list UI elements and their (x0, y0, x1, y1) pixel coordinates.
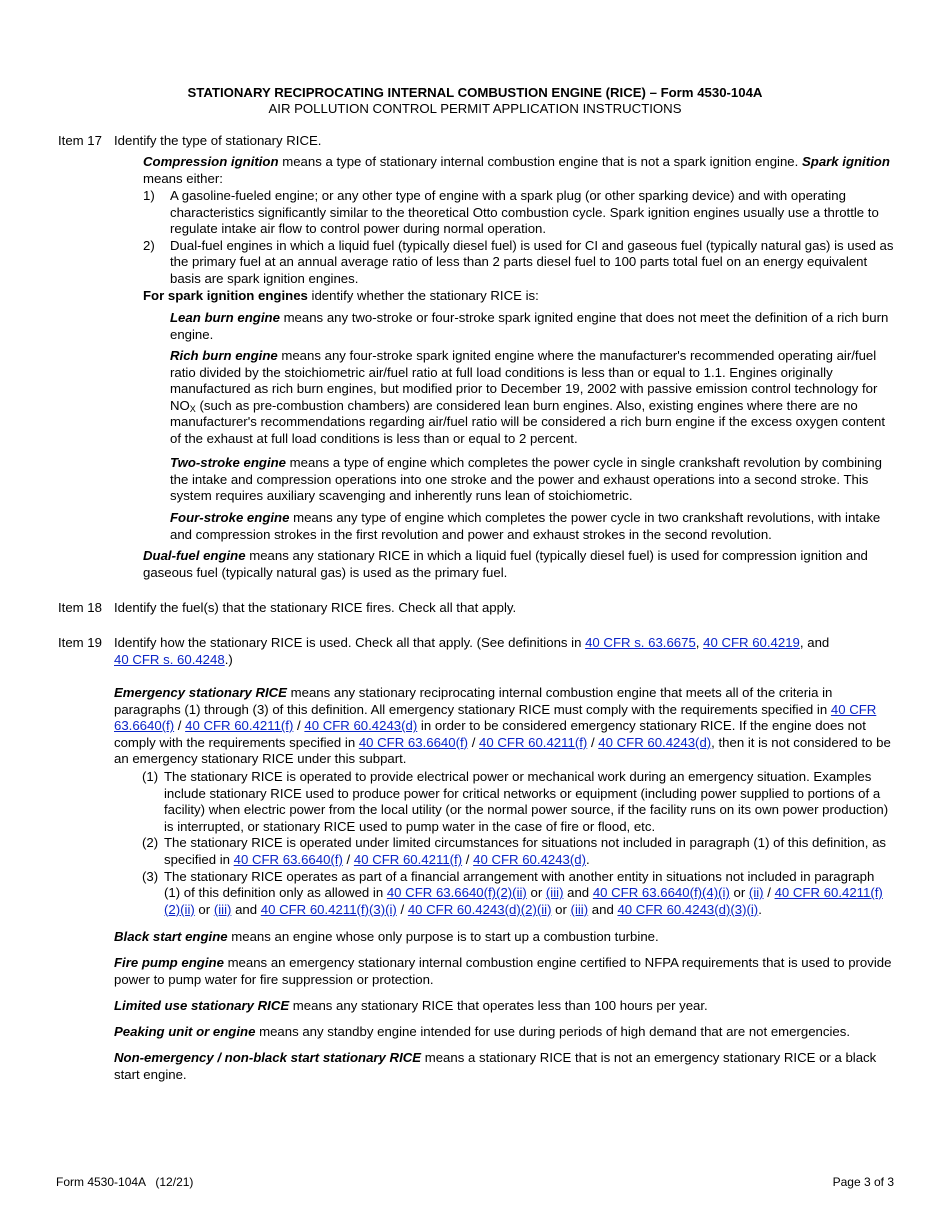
definition-text: means a type of stationary internal combustion engine that is not a spark ignition engine. (278, 154, 802, 169)
link-40cfr-63-6640f[interactable]: 40 CFR 63.6640(f) (358, 734, 469, 750)
item-19-label: Item 19 (58, 635, 102, 650)
item-17-label: Item 17 (58, 133, 102, 148)
list-item (143, 238, 895, 288)
non-emergency-definition (114, 1050, 894, 1083)
link-ii[interactable]: (ii) (748, 885, 764, 901)
link-40cfr-63-6640f4i[interactable]: 40 CFR 63.6640(f)(4)(i) (592, 885, 730, 901)
term-emergency-rice: Emergency stationary RICE (114, 685, 287, 700)
link-iii[interactable]: (iii) (570, 901, 589, 917)
emergency-rice-definition (114, 685, 894, 768)
definition-text: , then it is not considered to be an emergency stationary RICE under this subpart. (114, 734, 891, 767)
peaking-unit-definition (114, 1024, 904, 1041)
compression-ignition-definition (143, 154, 895, 187)
link-40cfr-60-4243d2ii[interactable]: 40 CFR 60.4243(d)(2)(ii) (407, 901, 552, 917)
sep: / (587, 734, 599, 750)
sep: / (396, 901, 408, 917)
definition-text: means any standby engine intended for use during periods of high demand that are not emergencies. (255, 1024, 850, 1039)
limited-use-definition (114, 998, 896, 1015)
sep: or (526, 885, 546, 901)
emergency-paragraph-list (142, 769, 894, 918)
list-number: 2) (143, 237, 155, 253)
link-iii[interactable]: (iii) (545, 885, 564, 901)
subscript-x: X (189, 403, 196, 414)
rich-burn-definition (170, 348, 895, 448)
term-compression-ignition: Compression ignition (143, 154, 279, 169)
p3-text: The stationary RICE operates as part of a financial arrangement with another entity in situations not included in paragraph (1) of this definition only as allowed in (164, 868, 875, 901)
definition-text: means a stationary RICE that is not an emergency stationary RICE or a black start engine. (114, 1050, 877, 1082)
definition-text: means any type of engine which completes the power cycle in two crankshaft revolutions, with intake and compression strokes in the first revolution and power and exhaust strokes in the second revolution. (170, 510, 881, 542)
link-40cfr-60-4243d[interactable]: 40 CFR 60.4243(d) (304, 718, 418, 734)
sep: and (563, 885, 593, 901)
term-non-emergency: Non-emergency / non-black start stationary RICE (114, 1050, 422, 1065)
footer-form-number: Form 4530-104A (12/21) (56, 1175, 194, 1189)
sep: / (462, 851, 474, 867)
item-18-label: Item 18 (58, 600, 102, 615)
term-two-stroke: Two-stroke engine (170, 455, 287, 470)
dual-fuel-definition (143, 548, 893, 581)
list-text: A gasoline-fueled engine; or any other type of engine with a spark plug (or other sparking device) and with operating characteristics significantly similar to the theoretical Otto combustion cycle. Spark ignition engines usually use a throttle to regulate intake air flow to control power during normal operation. (170, 188, 879, 237)
term-lean-burn: Lean burn engine (170, 310, 280, 325)
fire-pump-definition (114, 955, 894, 988)
definition-text: means either: (143, 170, 223, 186)
two-stroke-definition (170, 455, 892, 505)
definition-text: means a type of engine which completes the power cycle in single crankshaft revolution by combining the intake and compression operations into one stroke and the power and exhaust operations into a second stroke. This system requires auxiliary scavenging and inherently runs lean of stoichiometric. (170, 455, 882, 504)
list-number: (1) (142, 769, 159, 784)
link-40cfr-60-4243d3i[interactable]: 40 CFR 60.4243(d)(3)(i) (617, 901, 759, 917)
sep: or (194, 901, 214, 917)
document-header (0, 85, 950, 117)
definition-text: means any four-stroke spark ignited engine where the manufacturer's recommended operating air/fuel ratio divided by the stoichiometric air/fuel ratio at full load conditions is less than or equal to 1.1. Engines originally manufactured as rich burn engines, but modified prior to December 19, 2002 with passive emission control technology for NO (170, 348, 878, 413)
sep: or (729, 885, 749, 901)
sep: / (342, 851, 354, 867)
intro-text: Identify how the stationary RICE is used. Check all that apply. (See definitions in (114, 635, 586, 650)
for-spark-ignition-heading (143, 288, 895, 305)
sep: / (468, 734, 480, 750)
term-dual-fuel: Dual-fuel engine (143, 548, 246, 563)
link-40cfr-60-4243d[interactable]: 40 CFR 60.4243(d) (473, 851, 586, 867)
list-number: (3) (142, 868, 159, 884)
footer-page-number: Page 3 of 3 (832, 1175, 894, 1189)
list-text: Dual-fuel engines in which a liquid fuel (typically diesel fuel) is used for CI and gaseous fuel (typically natural gas) is used as the primary fuel at an annual average ratio of less than 2 parts diesel fuel to 100 parts total fuel on an energy equivalent basis are spark ignition engines. (170, 237, 894, 286)
lean-burn-definition (170, 310, 890, 343)
list-text: The stationary RICE is operated to provide electrical power or mechanical work during an emergency situation. Examples include stationary RICE used to produce power for critical networks or equipment (including power supplied to portions of a facility) when electric power from the local utility (or the normal power source, if the facility runs on its own power production) is interrupted, or stationary RICE used to pump water in the case of fire or flood, etc. (164, 769, 889, 834)
sep: or (551, 901, 571, 917)
link-40cfr-60-4219[interactable]: 40 CFR 60.4219 (703, 635, 800, 650)
sep: . (586, 851, 590, 867)
link-40cfr-60-4211f[interactable]: 40 CFR 60.4211(f) (353, 851, 463, 867)
link-40cfr-60-4248[interactable]: 40 CFR s. 60.4248 (114, 651, 225, 667)
list-number: (2) (142, 835, 159, 851)
link-40cfr-60-4211f[interactable]: 40 CFR 60.4211(f) (479, 734, 588, 750)
term-black-start: Black start engine (114, 929, 228, 944)
link-40cfr-60-4211f2ii[interactable]: 40 CFR 60.4211(f)(2)(ii) (164, 885, 883, 917)
definition-text: means any two-stroke or four-stroke spark ignited engine that does not meet the definition of a rich burn engine. (170, 310, 889, 342)
document-title: STATIONARY RECIPROCATING INTERNAL COMBUSTION ENGINE (RICE) – Form 4530-104A (187, 85, 763, 100)
p2-text: The stationary RICE is operated under limited circumstances for situations not included in paragraph (1) of this definition, as specified in (164, 835, 887, 867)
link-40cfr-60-4211f3i[interactable]: 40 CFR 60.4211(f)(3)(i) (260, 901, 397, 917)
black-start-definition (114, 929, 896, 946)
term-spark-ignition: Spark ignition (801, 154, 890, 169)
sep: .) (224, 651, 233, 667)
document-subtitle: AIR POLLUTION CONTROL PERMIT APPLICATION INSTRUCTIONS (268, 101, 682, 116)
link-iii[interactable]: (iii) (213, 901, 232, 917)
item-17-intro: Identify the type of stationary RICE. (114, 133, 322, 148)
sep: , and (799, 635, 830, 650)
sep: / (293, 718, 305, 734)
definition-text: means any stationary RICE that operates less than 100 hours per year. (289, 998, 708, 1013)
list-text (164, 835, 894, 868)
term-four-stroke: Four-stroke engine (170, 510, 290, 525)
list-item (142, 869, 894, 919)
sep: / (174, 718, 186, 734)
list-item (142, 835, 894, 868)
definition-text: (such as pre-combustion chambers) are considered lean burn engines. Also, existing engines where there are no manufacturer's recommendations regarding air/fuel ratio will be considered a rich burn engine if the excess oxygen content of the exhaust at full load conditions is less than or equal to 2 percent. (170, 397, 886, 446)
definition-text: means any stationary reciprocating internal combustion engine that meets all of the criteria in paragraphs (1) through (3) of this definition. All emergency stationary RICE must comply with the requirements specified in (114, 685, 833, 717)
definition-text: means an engine whose only purpose is to start up a combustion turbine. (227, 929, 659, 944)
list-text (164, 869, 894, 919)
sep: and (231, 901, 261, 917)
for-si-bold: For spark ignition engines (143, 288, 308, 303)
item-18-text: Identify the fuel(s) that the stationary RICE fires. Check all that apply. (114, 600, 517, 615)
term-fire-pump: Fire pump engine (114, 955, 224, 970)
definition-text: means any stationary RICE in which a liquid fuel (typically diesel fuel) is used for compression ignition and gaseous fuel (typically natural gas) is used as the primary fuel. (143, 548, 868, 580)
definition-text: means an emergency stationary internal combustion engine certified to NFPA requirements that is used to provide power to pump water for fire suppression or protection. (114, 955, 892, 987)
for-si-text: identify whether the stationary RICE is: (307, 288, 539, 303)
link-40cfr-63-6640f[interactable]: 40 CFR 63.6640(f) (114, 701, 877, 734)
term-peaking-unit: Peaking unit or engine (114, 1024, 256, 1039)
sep: and (588, 901, 618, 917)
list-number: 1) (143, 188, 155, 203)
four-stroke-definition (170, 510, 892, 543)
item-19-intro (114, 635, 894, 668)
spark-ignition-list (143, 188, 895, 288)
link-40cfr-63-6640f2ii[interactable]: 40 CFR 63.6640(f)(2)(ii) (386, 885, 527, 901)
term-limited-use: Limited use stationary RICE (114, 998, 290, 1013)
link-40cfr-63-6640f[interactable]: 40 CFR 63.6640(f) (233, 851, 343, 867)
sep: / (763, 885, 775, 901)
definition-text: in order to be considered emergency stationary RICE. If the engine does not comply with the requirements specified in (114, 718, 866, 750)
link-40cfr-60-4243d[interactable]: 40 CFR 60.4243(d) (598, 734, 712, 750)
sep: . (758, 901, 762, 917)
term-rich-burn: Rich burn engine (170, 348, 278, 363)
list-item (143, 188, 895, 238)
sep: , (695, 635, 704, 650)
link-40cfr-63-6675[interactable]: 40 CFR s. 63.6675 (585, 635, 696, 650)
link-40cfr-60-4211f[interactable]: 40 CFR 60.4211(f) (185, 718, 294, 734)
list-item (142, 769, 894, 835)
